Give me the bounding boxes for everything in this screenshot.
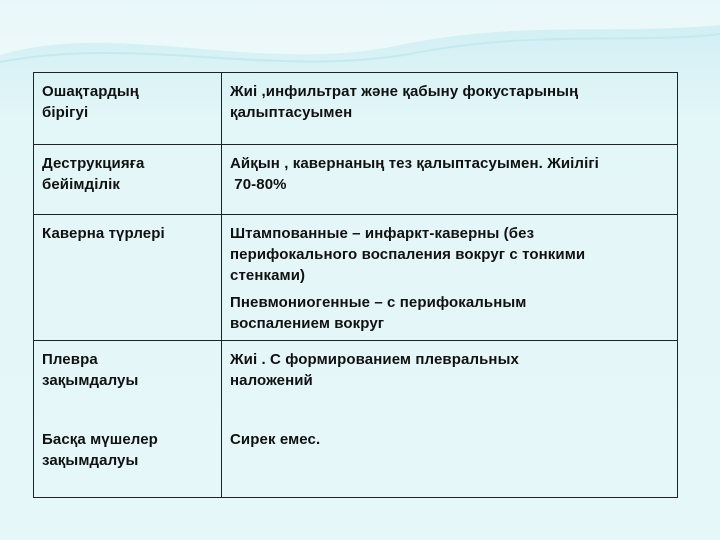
table-cell-row2-right bbox=[222, 145, 677, 215]
cell-text: Жиі . С формированием плевральных bbox=[230, 351, 519, 368]
cell-text: Деструкцияға bbox=[42, 155, 145, 172]
cell-text: Пневмониогенные – с перифокальным bbox=[230, 294, 527, 311]
table-cell-row3-right bbox=[222, 215, 677, 341]
cell-text: Жиі ,инфильтрат және қабыну фокустарының bbox=[230, 83, 579, 100]
table-cell-row3-left bbox=[34, 215, 222, 341]
table-cell-row2-left bbox=[34, 145, 222, 215]
cell-text: зақымдалуы bbox=[42, 372, 139, 389]
table-cell-row1-right bbox=[222, 73, 677, 145]
cell-text: воспалением вокруг bbox=[230, 315, 385, 332]
cell-text: бейімділік bbox=[42, 176, 120, 193]
cell-text: перифокального воспаления вокруг с тонкими bbox=[230, 246, 586, 263]
table-cell-row4-left bbox=[34, 341, 222, 497]
cell-text: Айқын , кавернаның тез қалыптасуымен. Жиілігі bbox=[230, 155, 599, 172]
cell-text: Плевра bbox=[42, 351, 98, 368]
cell-text: наложений bbox=[230, 372, 313, 389]
table-cell-row4-right bbox=[222, 341, 677, 497]
table-cell-row1-left bbox=[34, 73, 222, 145]
cell-text: Басқа мүшелер bbox=[42, 431, 158, 448]
cell-text: Каверна түрлері bbox=[42, 225, 165, 242]
cell-text: зақымдалуы bbox=[42, 452, 139, 469]
cell-text: Сирек емес. bbox=[230, 431, 321, 448]
cell-text: 70-80% bbox=[230, 176, 287, 193]
comparison-table bbox=[33, 72, 678, 498]
cell-text: Штампованные – инфаркт-каверны (без bbox=[230, 225, 535, 242]
cell-text: қалыптасуымен bbox=[230, 104, 353, 121]
cell-text: бірігуі bbox=[42, 104, 89, 121]
cell-text: стенками) bbox=[230, 267, 306, 284]
cell-text: Ошақтардың bbox=[42, 83, 139, 100]
